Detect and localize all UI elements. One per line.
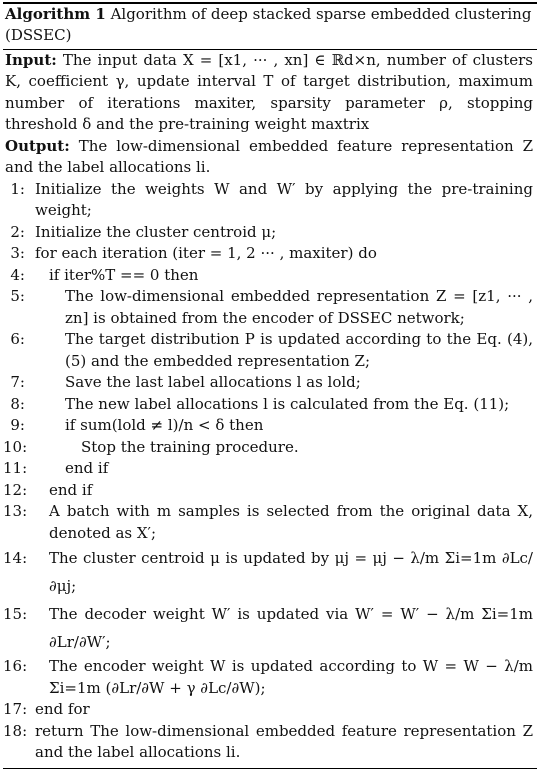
output-block — [3, 136, 537, 179]
step-6 — [3, 329, 537, 372]
algorithm-title-text: Algorithm of deep stacked sparse embedded clustering (DSSEC) — [5, 5, 531, 45]
step-text: end if — [65, 459, 108, 477]
step-text: Initialize the weights W and W′ by applying the pre-training weight; — [35, 180, 533, 220]
step-18 — [3, 721, 537, 764]
step-text: The new label allocations l is calculated from the Eq. (11); — [65, 395, 509, 413]
step-12 — [3, 480, 537, 502]
step-text: end if — [49, 481, 92, 499]
step-text: if iter%T == 0 then — [49, 266, 198, 284]
step-3 — [3, 243, 537, 265]
step-4 — [3, 265, 537, 287]
step-number: 2: — [3, 222, 25, 244]
input-block — [3, 50, 537, 136]
step-8 — [3, 394, 537, 416]
algorithm-box — [3, 2, 537, 769]
step-text: end for — [35, 700, 90, 718]
step-number: 5: — [3, 286, 25, 308]
step-text: The cluster centroid μ is updated by μj = μj − λ/m Σi=1m ∂Lc/∂μj; — [49, 549, 533, 595]
step-number: 7: — [3, 372, 25, 394]
step-text: if sum(lold ≠ l)/n < δ then — [65, 416, 263, 434]
step-number: 18: — [3, 721, 25, 743]
step-text: Save the last label allocations l as lold; — [65, 373, 361, 391]
step-text: The low-dimensional embedded representation Z = [z1, ··· , zn] is obtained from the encoder of DSSEC network; — [65, 287, 533, 327]
output-text: The low-dimensional embedded feature representation Z and the label allocations li. — [5, 137, 533, 177]
step-number: 16: — [3, 656, 25, 678]
step-number: 4: — [3, 265, 25, 287]
step-16 — [3, 656, 537, 699]
step-number: 1: — [3, 179, 25, 201]
step-2 — [3, 222, 537, 244]
step-text: for each iteration (iter = 1, 2 ··· , maxiter) do — [35, 244, 377, 262]
step-text: Initialize the cluster centroid μ; — [35, 223, 276, 241]
step-number: 8: — [3, 394, 25, 416]
step-number: 6: — [3, 329, 25, 351]
step-15 — [3, 600, 537, 656]
step-14 — [3, 544, 537, 600]
algorithm-title — [3, 4, 537, 47]
algorithm-label: Algorithm 1 — [5, 5, 106, 23]
step-text: The encoder weight W is updated according to W = W − λ/m Σi=1m (∂Lr/∂W + γ ∂Lc/∂W); — [49, 657, 533, 697]
input-text: The input data X = [x1, ··· , xn] ∈ ℝd×n, number of clusters K, coefficient γ, update interval T of target distribution, maximum number of iterations maxiter, sparsity parameter ρ, stopping threshold δ and the pre-training weight maxtrix — [5, 51, 533, 134]
step-13 — [3, 501, 537, 544]
step-9 — [3, 415, 537, 437]
step-number: 13: — [3, 501, 25, 523]
step-text: Stop the training procedure. — [81, 438, 299, 456]
step-text: The decoder weight W′ is updated via W′ = W′ − λ/m Σi=1m ∂Lr/∂W′; — [49, 605, 533, 651]
step-10 — [3, 437, 537, 459]
step-number: 17: — [3, 699, 25, 721]
step-text: return The low-dimensional embedded feature representation Z and the label allocations li. — [35, 722, 533, 762]
step-number: 12: — [3, 480, 25, 502]
step-text: The target distribution P is updated according to the Eq. (4), (5) and the embedded representation Z; — [65, 330, 533, 370]
step-1 — [3, 179, 537, 222]
output-label: Output: — [5, 137, 70, 155]
step-text: A batch with m samples is selected from the original data X, denoted as X′; — [49, 502, 533, 542]
input-label: Input: — [5, 51, 57, 69]
step-17 — [3, 699, 537, 721]
step-7 — [3, 372, 537, 394]
step-5 — [3, 286, 537, 329]
step-number: 14: — [3, 544, 25, 572]
step-number: 3: — [3, 243, 25, 265]
step-number: 10: — [3, 437, 25, 459]
step-number: 15: — [3, 600, 25, 628]
step-11 — [3, 458, 537, 480]
step-number: 11: — [3, 458, 25, 480]
step-number: 9: — [3, 415, 25, 437]
